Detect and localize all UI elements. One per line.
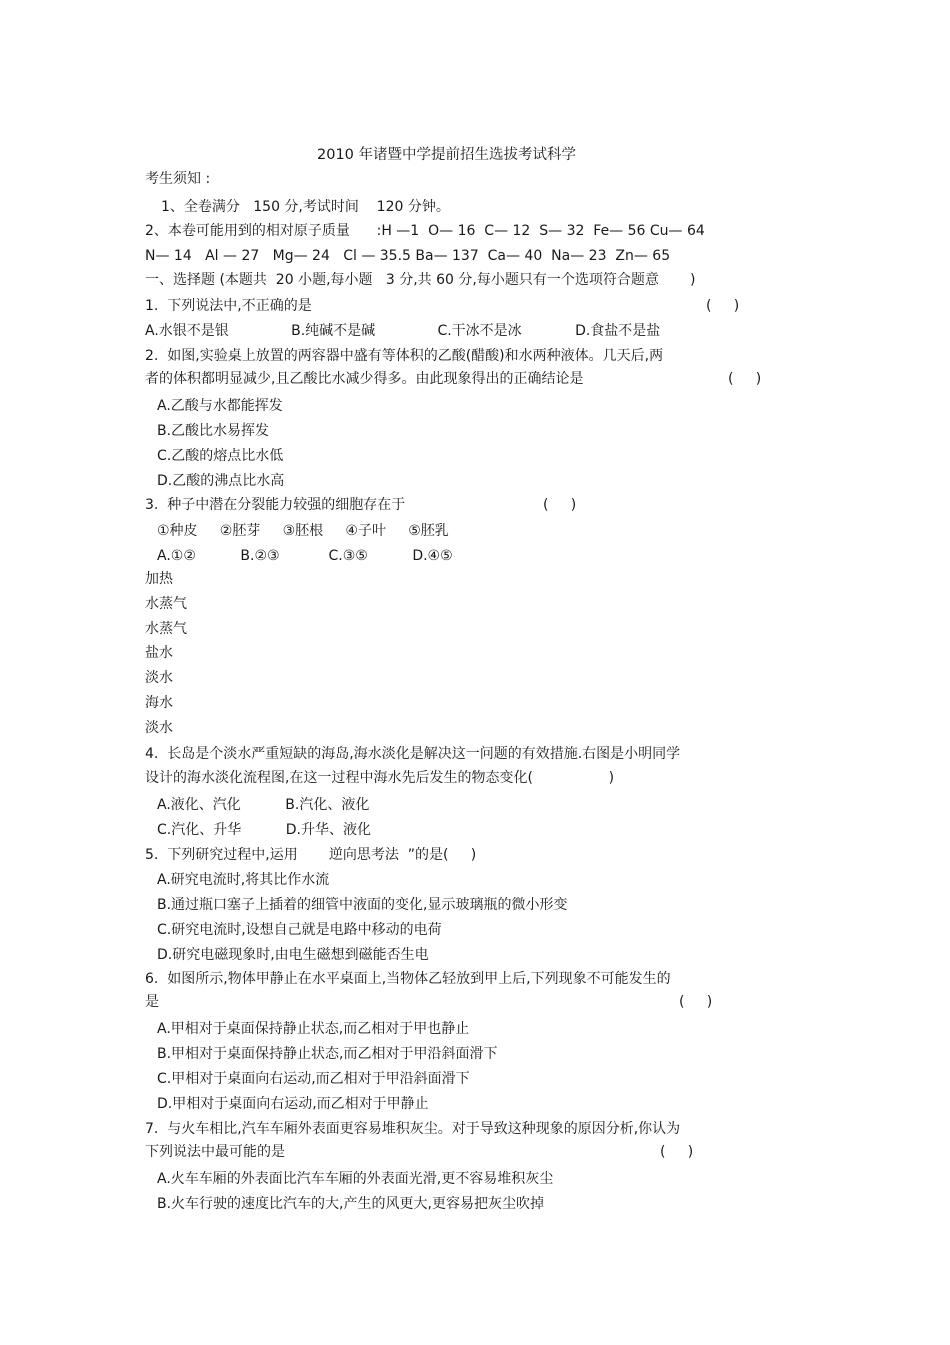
figure-label-brine: 盐水: [145, 645, 173, 661]
q7-option-a: A.火车车厢的外表面比汽车车厢的外表面光滑,更不容易堆积灰尘: [157, 1171, 554, 1187]
q3-items: ①种皮 ②胚芽 ③胚根 ④子叶 ⑤胚乳: [157, 523, 449, 539]
q6-option-c: C.甲相对于桌面向右运动,而乙相对于甲沿斜面滑下: [157, 1071, 470, 1087]
q1-answer-paren: ( ): [706, 298, 740, 314]
q5-stem: 5. 下列研究过程中,运用 逆向思考法 ”的是( ): [145, 847, 477, 863]
q6-option-b: B.甲相对于桌面保持静止状态,而乙相对于甲沿斜面滑下: [157, 1046, 498, 1062]
figure-label-vapor-2: 水蒸气: [145, 621, 187, 637]
q3-stem: 3. 种子中潜在分裂能力较强的细胞存在于: [145, 497, 406, 513]
q6-stem-line-2: 是: [145, 994, 159, 1010]
notice-item-2-line-2: N— 14 Al — 27 Mg— 24 Cl — 35.5 Ba— 137 Ca— 40 Na— 23 Zn— 65: [145, 248, 671, 264]
q5-option-d: D.研究电磁现象时,由电生磁想到磁能否生电: [157, 947, 429, 963]
q2-stem-line-1: 2. 如图,实验桌上放置的两容器中盛有等体积的乙酸(醋酸)和水两种液体。几天后,两: [145, 348, 664, 364]
figure-label-seawater: 海水: [145, 695, 173, 711]
q7-answer-paren: ( ): [660, 1144, 694, 1160]
q2-option-a: A.乙酸与水都能挥发: [157, 398, 283, 414]
q7-stem-line-1: 7. 与火车相比,汽车车厢外表面更容易堆积灰尘。对于导致这种现象的原因分析,你认为: [145, 1121, 681, 1137]
q7-option-b: B.火车行驶的速度比汽车的大,产生的风更大,更容易把灰尘吹掉: [157, 1196, 544, 1212]
q5-option-a: A.研究电流时,将其比作水流: [157, 872, 330, 888]
notice-heading: 考生须知 :: [145, 171, 211, 187]
notice-item-1: 1、全卷满分 150 分,考试时间 120 分钟。: [161, 199, 450, 215]
figure-label-vapor-1: 水蒸气: [145, 596, 187, 612]
q2-stem-line-2: 者的体积都明显减少,且乙酸比水减少得多。由此现象得出的正确结论是: [145, 371, 584, 387]
q1-stem: 1. 下列说法中,不正确的是: [145, 298, 312, 314]
q4-stem-line-1: 4. 长岛是个淡水严重短缺的海岛,海水淡化是解决这一问题的有效措施.右图是小明同学: [145, 746, 681, 762]
q1-options: A.水银不是银 B.纯碱不是碱 C.干冰不是冰 D.食盐不是盐: [145, 323, 661, 339]
q4-stem-line-2: 设计的海水淡化流程图,在这一过程中海水先后发生的物态变化( ): [145, 770, 615, 786]
q2-answer-paren: ( ): [728, 371, 762, 387]
q3-answer-paren: ( ): [543, 497, 577, 513]
q4-options-ab: A.液化、汽化 B.汽化、液化: [157, 797, 370, 813]
figure-label-fresh-water-1: 淡水: [145, 670, 173, 686]
q2-option-d: D.乙酸的沸点比水高: [157, 473, 285, 489]
notice-item-2-line-1: 2、本卷可能用到的相对原子质量 :H —1 O— 16 C— 12 S— 32 Fe— 56 Cu— 64: [145, 223, 705, 239]
q5-option-c: C.研究电流时,设想自己就是电路中移动的电荷: [157, 922, 442, 938]
q6-stem-line-1: 6. 如图所示,物体甲静止在水平桌面上,当物体乙轻放到甲上后,下列现象不可能发生的: [145, 971, 671, 987]
q4-options-cd: C.汽化、升华 D.升华、液化: [157, 822, 371, 838]
q3-options: A.①② B.②③ C.③⑤ D.④⑤: [157, 548, 453, 564]
figure-label-fresh-water-2: 淡水: [145, 720, 173, 736]
q6-option-a: A.甲相对于桌面保持静止状态,而乙相对于甲也静止: [157, 1021, 470, 1037]
q5-option-b: B.通过瓶口塞子上插着的细管中液面的变化,显示玻璃瓶的微小形变: [157, 897, 568, 913]
q6-option-d: D.甲相对于桌面向右运动,而乙相对于甲静止: [157, 1096, 429, 1112]
q2-option-c: C.乙酸的熔点比水低: [157, 448, 284, 464]
q7-stem-line-2: 下列说法中最可能的是: [145, 1144, 285, 1160]
section-1-header: 一、选择题 (本题共 20 小题,每小题 3 分,共 60 分,每小题只有一个选项符合题意 ): [145, 272, 696, 288]
q6-answer-paren: ( ): [679, 994, 713, 1010]
figure-label-heating: 加热: [145, 571, 173, 587]
exam-title: 2010 年诸暨中学提前招生选拔考试科学: [317, 147, 577, 163]
q2-option-b: B.乙酸比水易挥发: [157, 423, 270, 439]
